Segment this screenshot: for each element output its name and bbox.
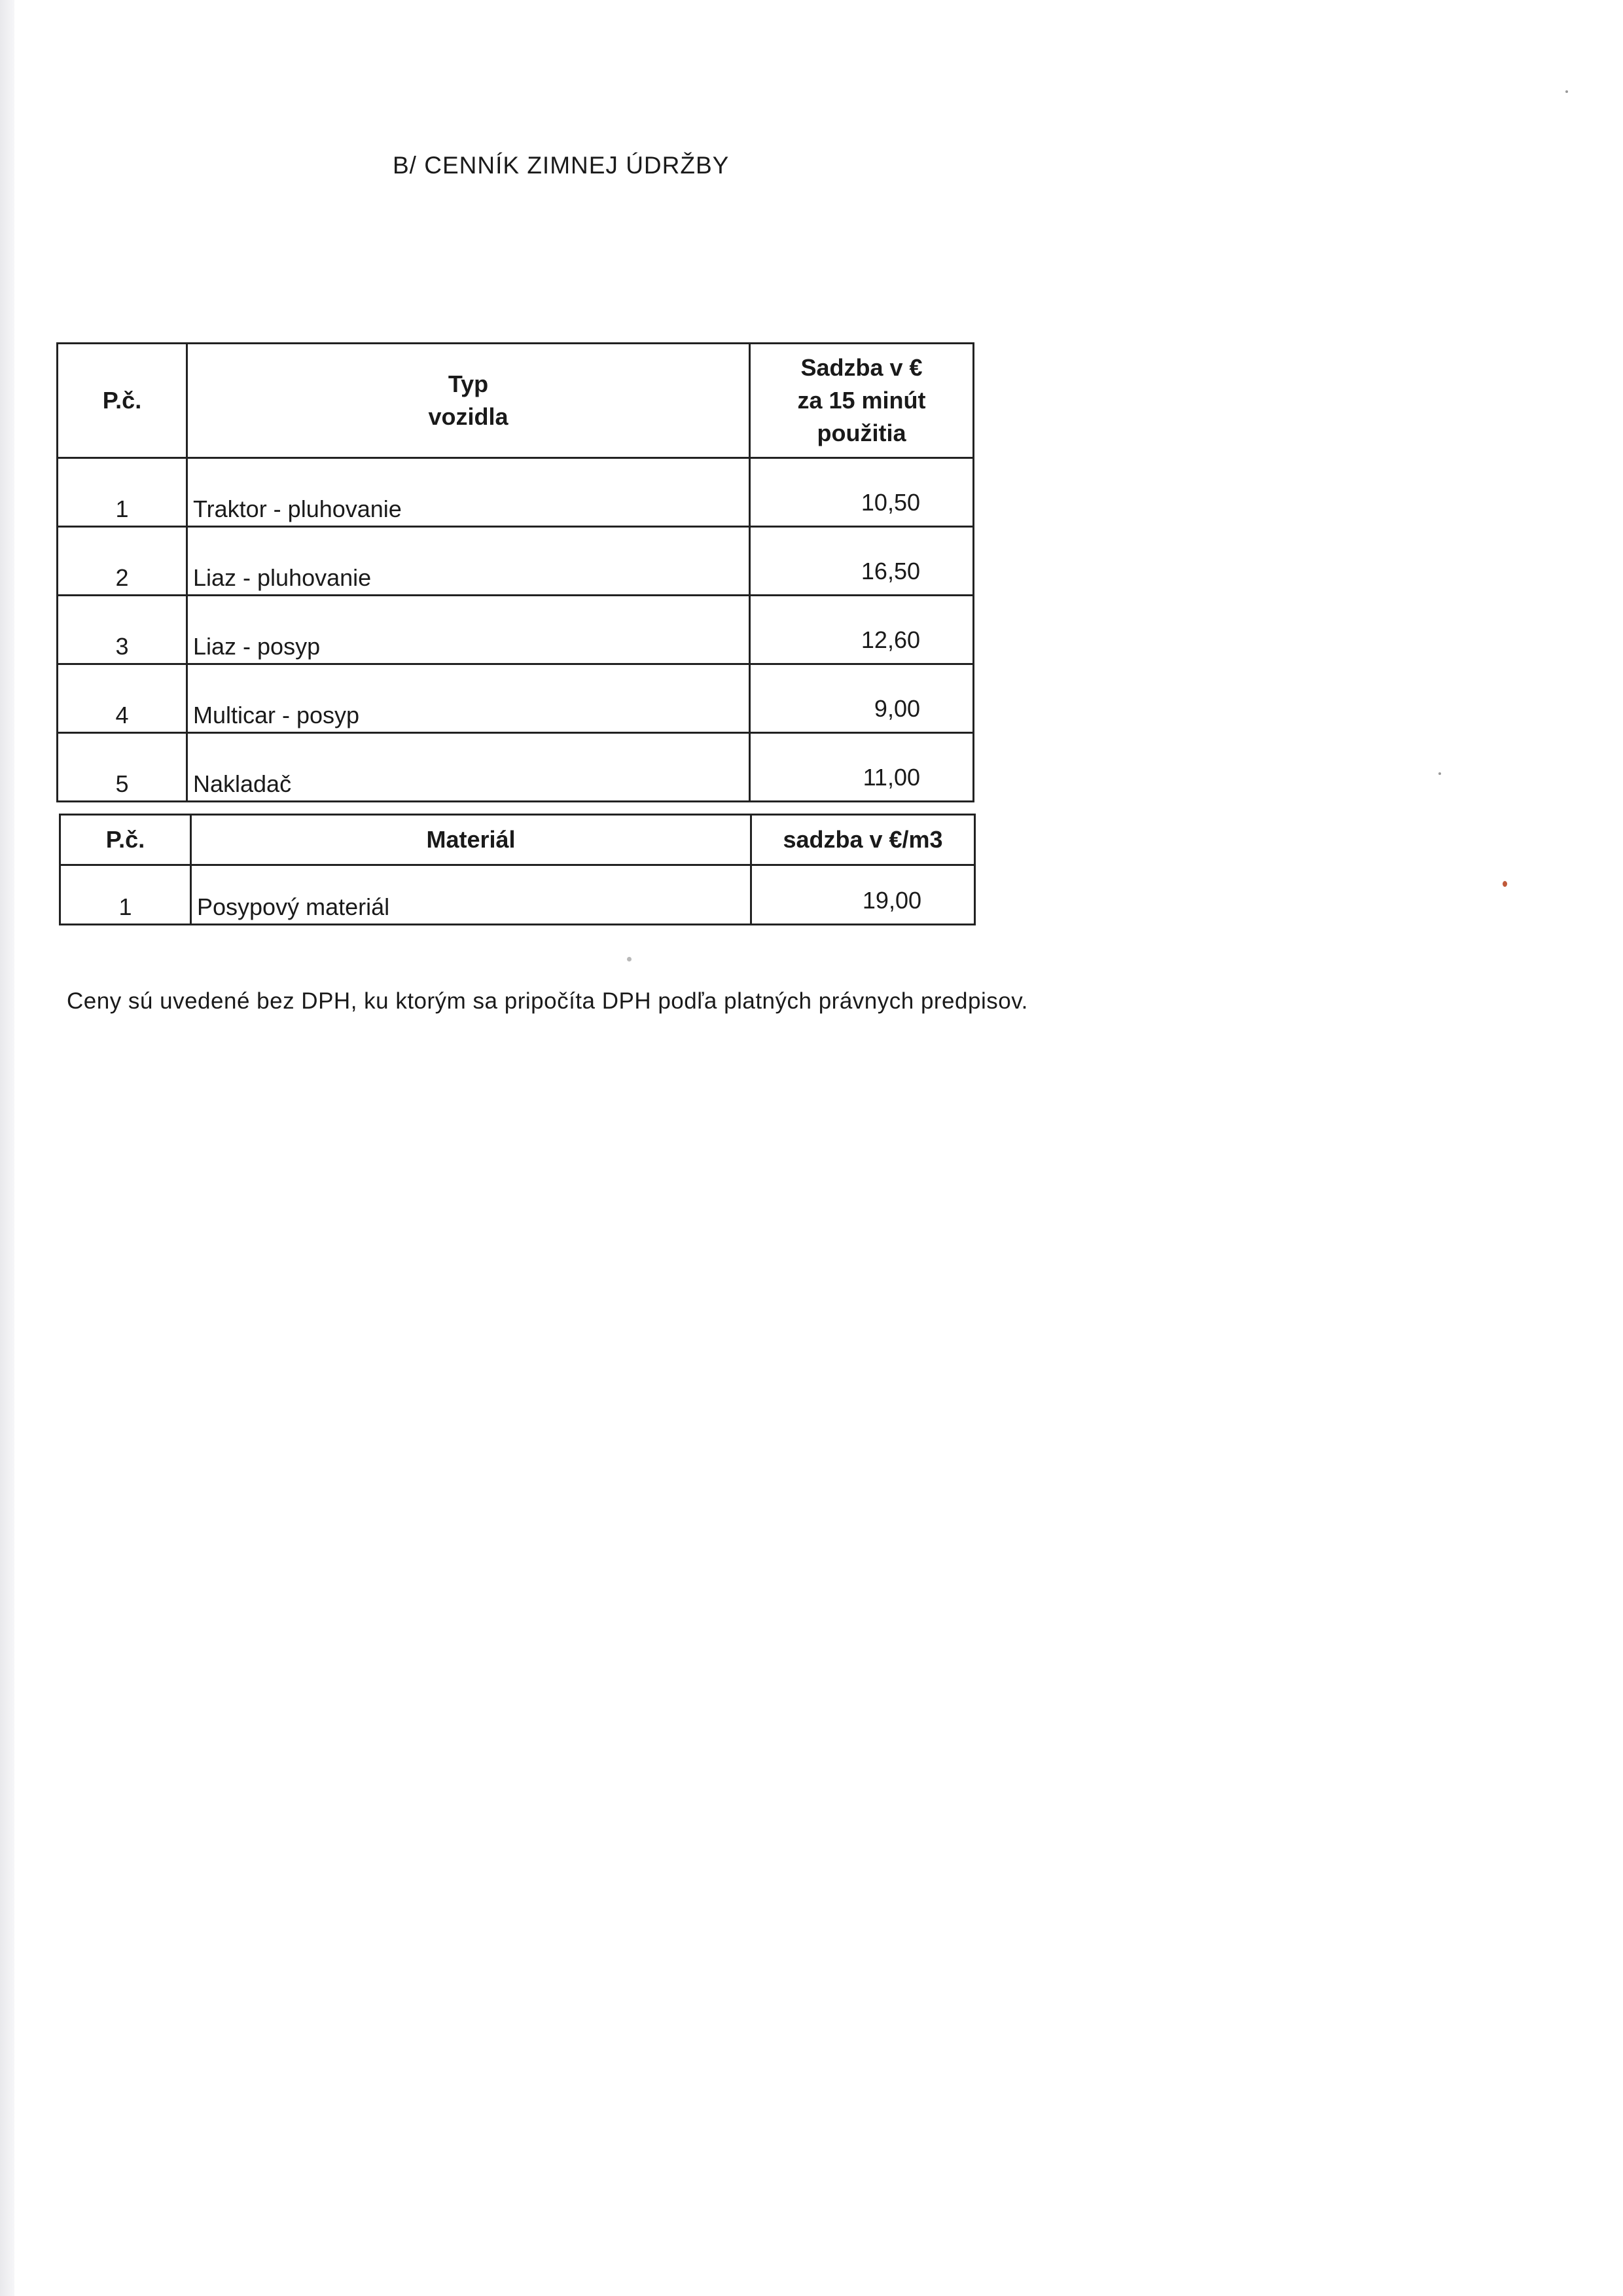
row-number: 3: [58, 596, 187, 664]
row-number: 5: [58, 733, 187, 802]
scan-speck: [1438, 772, 1441, 775]
vehicle-rate: 11,00: [750, 733, 974, 802]
vehicle-rate: 16,50: [750, 527, 974, 596]
row-number: 1: [58, 458, 187, 527]
row-number: 4: [58, 664, 187, 733]
scan-speck: [1565, 90, 1568, 93]
vehicle-name: Liaz - posyp: [187, 596, 750, 664]
table-row: [60, 865, 975, 925]
column-header-vehicle-type: [187, 344, 750, 458]
vehicle-name: Liaz - pluhovanie: [187, 527, 750, 596]
row-number: 1: [60, 865, 191, 925]
document-title: B/ CENNÍK ZIMNEJ ÚDRŽBY: [393, 152, 730, 179]
header-line: použitia: [817, 420, 906, 446]
vehicle-name: Nakladač: [187, 733, 750, 802]
header-line: Typ: [448, 370, 489, 397]
vehicle-rate: 9,00: [750, 664, 974, 733]
column-header-no: P.č.: [58, 344, 187, 458]
material-name: Posypový materiál: [191, 865, 751, 925]
column-header-rate: sadzba v €/m3: [751, 815, 975, 865]
table-row: [58, 664, 974, 733]
scan-edge: [0, 0, 14, 2296]
row-number: 2: [58, 527, 187, 596]
header-line: vozidla: [428, 403, 508, 430]
vehicle-rate: 12,60: [750, 596, 974, 664]
table-header-row: [60, 815, 975, 865]
material-rate: 19,00: [751, 865, 975, 925]
table-row: [58, 458, 974, 527]
table-row: [58, 596, 974, 664]
vehicle-name: Multicar - posyp: [187, 664, 750, 733]
header-line: za 15 minút: [797, 387, 926, 414]
scan-speck: [1503, 881, 1507, 887]
vehicle-name: Traktor - pluhovanie: [187, 458, 750, 527]
vehicle-rates-table: [56, 342, 974, 802]
table-header-row: [58, 344, 974, 458]
column-header-rate: [750, 344, 974, 458]
table-row: [58, 733, 974, 802]
column-header-material: Materiál: [191, 815, 751, 865]
vat-note: Ceny sú uvedené bez DPH, ku ktorým sa pripočíta DPH podľa platných právnych predpisov.: [67, 988, 1028, 1014]
scan-speck: [627, 957, 632, 961]
material-rates-table: [59, 814, 976, 925]
header-line: Sadzba v €: [800, 354, 923, 381]
column-header-no: P.č.: [60, 815, 191, 865]
vehicle-rate: 10,50: [750, 458, 974, 527]
table-row: [58, 527, 974, 596]
